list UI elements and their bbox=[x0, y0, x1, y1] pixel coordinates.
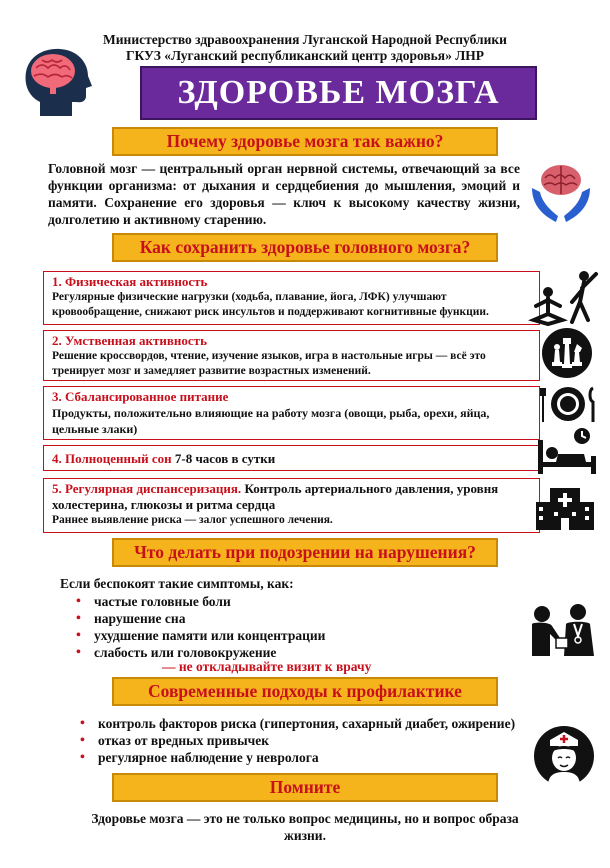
modern-heading-text: Современные подходы к профилактике bbox=[148, 681, 462, 701]
suspect-heading-text: Что делать при подозрении на нарушения? bbox=[134, 542, 476, 562]
doctor-patient-icon bbox=[526, 602, 598, 658]
list-item: • контроль факторов риска (гипертония, сахарный диабет, ожирение) bbox=[76, 715, 515, 732]
org-line-1: Министерство здравоохранения Луганской Народной Республики bbox=[103, 32, 507, 47]
tip-text: Решение кроссвордов, чтение, изучение языков, игра в настольные игры — всё это тренирует мозг и замедляет развитие возрастных изменений. bbox=[52, 350, 486, 377]
tip-title: 1. Физическая активность bbox=[52, 274, 208, 289]
remember-text: Здоровье мозга — это не только вопрос медицины, но и вопрос образа жизни. bbox=[91, 811, 519, 843]
remember-heading bbox=[112, 773, 498, 802]
hands-brain-icon bbox=[528, 158, 594, 228]
prevention-list bbox=[76, 715, 515, 766]
tip-text: 7-8 часов в сутки bbox=[171, 451, 276, 466]
why-heading-text: Почему здоровье мозга так важно? bbox=[166, 131, 444, 151]
list-item: • нарушение сна bbox=[72, 610, 325, 627]
tip-mental bbox=[43, 330, 540, 381]
tip-physical bbox=[43, 271, 540, 325]
tip-title: 2. Умственная активность bbox=[52, 333, 207, 348]
org-line-2: ГКУЗ «Луганский республиканский центр здоровья» ЛНР bbox=[125, 48, 485, 63]
hospital-icon bbox=[534, 486, 596, 532]
list-item: • слабость или головокружение bbox=[72, 644, 325, 661]
list-item: • ухудшение памяти или концентрации bbox=[72, 627, 325, 644]
tip-checkup bbox=[43, 478, 540, 533]
tip-nutrition bbox=[43, 386, 540, 440]
tip-text: Регулярные физические нагрузки (ходьба, плавание, йога, ЛФК) улучшают кровообращение, снижают риск инсультов и поддерживают когнитивные функции. bbox=[52, 291, 489, 318]
why-heading bbox=[112, 127, 498, 156]
how-heading bbox=[112, 233, 498, 262]
list-item: • регулярное наблюдение у невролога bbox=[76, 749, 515, 766]
why-text: Головной мозг — центральный орган нервной системы, отвечающий за все функции организма: от дыхания и сердцебиения до мышления, эмоций и памяти. Сохранение его здоровья — ключ к высокому качеству жизни, долголетию и активному старению. bbox=[48, 161, 520, 227]
sleep-bed-icon bbox=[536, 426, 598, 476]
nurse-icon bbox=[532, 724, 596, 788]
tip-title: 3. Сбалансированное питание bbox=[52, 389, 229, 404]
list-item: • частые головные боли bbox=[72, 593, 325, 610]
tip-text: Продукты, положительно влияющие на работу мозга (овощи, рыба, орехи, яйца, цельные злаки) bbox=[52, 406, 490, 436]
title-banner bbox=[140, 66, 537, 120]
remember-heading-text: Помните bbox=[269, 777, 341, 797]
doctor-advice: — не откладывайте визит к врачу bbox=[162, 659, 372, 674]
suspect-heading bbox=[112, 538, 498, 567]
head-brain-icon bbox=[20, 46, 96, 118]
symptoms-intro: Если беспокоят такие симптомы, как: bbox=[60, 576, 294, 591]
tip-text-2: Раннее выявление риска — залог успешного лечения. bbox=[52, 514, 333, 526]
plate-cutlery-icon bbox=[538, 384, 598, 424]
chess-icon bbox=[540, 326, 594, 380]
tip-title: 5. Регулярная диспансеризация. bbox=[52, 481, 242, 496]
how-heading-text: Как сохранить здоровье головного мозга? bbox=[139, 237, 471, 257]
symptoms-list bbox=[72, 593, 325, 661]
modern-heading bbox=[112, 677, 498, 706]
tip-sleep bbox=[43, 445, 540, 471]
list-item: • отказ от вредных привычек bbox=[76, 732, 515, 749]
tip-title: 4. Полноценный сон bbox=[52, 451, 172, 466]
page-title: ЗДОРОВЬЕ МОЗГА bbox=[177, 74, 500, 111]
tip-text: Контроль артериального давления, уровня холестерина, глюкозы и ритма сердца bbox=[52, 481, 499, 512]
yoga-exercise-icon bbox=[528, 268, 602, 328]
